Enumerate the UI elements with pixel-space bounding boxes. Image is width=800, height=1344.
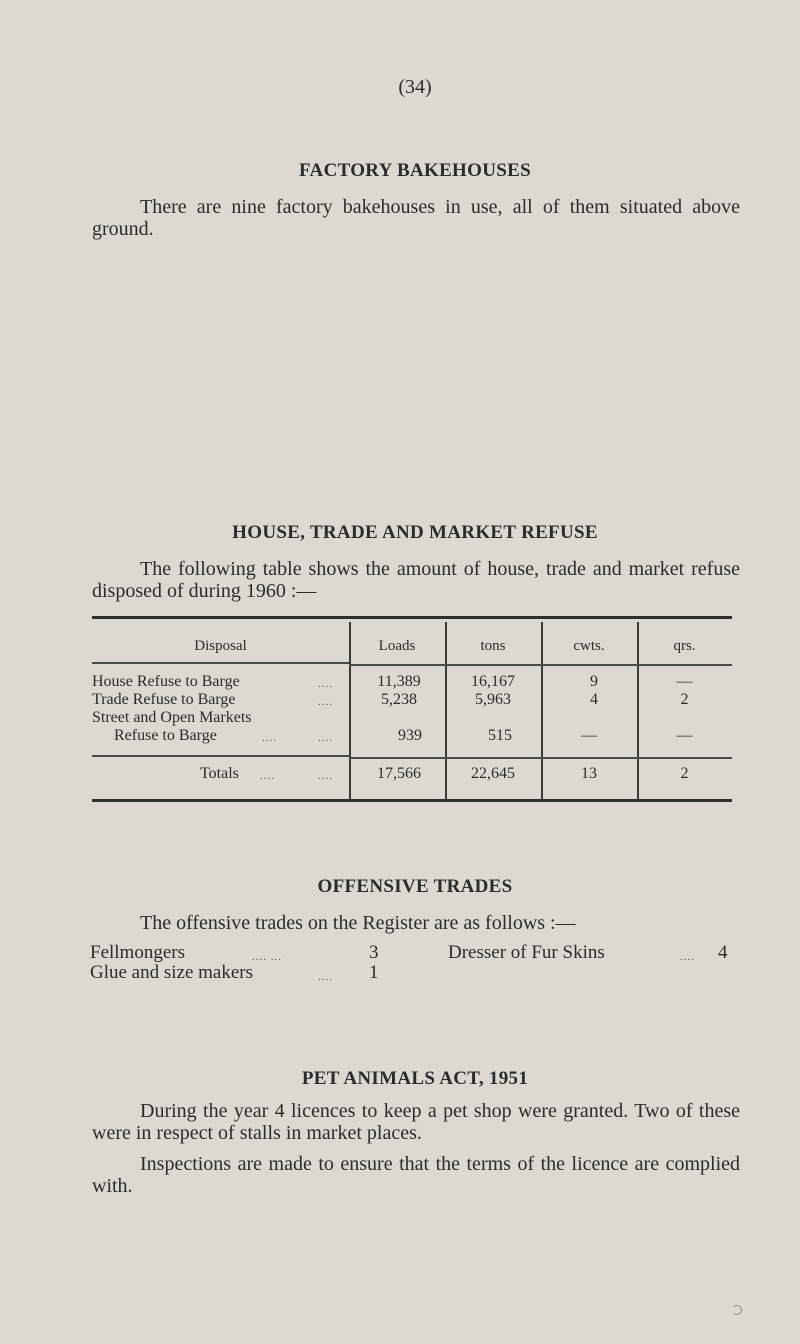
page-number: (34) [398,76,432,98]
trade-name: Glue and size makers [90,962,254,983]
leader-dots: .... [262,732,277,744]
leader-dots: .... [260,770,275,782]
totals-rule [92,755,349,757]
cell-loads: 11,389 [377,673,421,690]
cell-qrs: — [676,673,693,690]
refuse-heading: HOUSE, TRADE AND MARKET REFUSE [232,522,598,543]
cell-qrs: 2 [680,691,689,708]
cell-loads: 939 [398,727,422,744]
leader-dots: .... [318,971,333,983]
cell-cwts: 9 [590,673,598,690]
leader-dots: .... ... [252,951,282,963]
cell-cwts: 4 [590,691,598,708]
table-top-rule [92,616,732,619]
offensive-intro: The offensive trades on the Register are as follows :— [140,912,576,934]
cell-tons: 16,167 [471,673,515,690]
page-mark-icon [732,1305,742,1315]
refuse-intro: The following table shows the amount of house, trade and market refuse disposed of during 1960 :— [92,558,740,602]
row-label: Trade Refuse to Barge [92,691,236,708]
row-label: Street and Open Markets [92,709,252,726]
trade-name: Fellmongers [90,942,185,963]
col-header-cwts: cwts. [573,638,605,654]
header-rule [92,662,349,664]
trade-name: Dresser of Fur Skins [448,942,605,963]
leader-dots: .... [318,732,333,744]
row-label-continued: Refuse to Barge [114,727,217,744]
total-loads: 17,566 [377,765,421,782]
total-tons: 22,645 [471,765,515,782]
cell-tons: 5,963 [475,691,511,708]
cell-qrs: — [676,727,693,744]
trade-count: 1 [369,962,379,983]
col-header-tons: tons [480,638,506,654]
trade-count: 3 [369,942,379,963]
leader-dots: .... [680,951,695,963]
pet-para-2: Inspections are made to ensure that the terms of the licence are complied with. [92,1153,740,1197]
col-header-loads: Loads [378,638,416,654]
pet-para-1: During the year 4 licences to keep a pet shop were granted. Two of these were in respect of stalls in market places. [92,1100,740,1144]
factory-text: There are nine factory bakehouses in use, all of them situated above ground. [92,196,740,240]
offensive-heading: OFFENSIVE TRADES [317,876,513,897]
totals-label: Totals [200,765,239,782]
row-label: House Refuse to Barge [92,673,240,690]
leader-dots: .... [318,678,333,690]
leader-dots: .... [318,696,333,708]
header-rule [349,664,732,666]
trade-count: 4 [718,942,728,963]
col-header-qrs: qrs. [673,638,696,654]
factory-heading: FACTORY BAKEHOUSES [299,160,531,181]
table-bottom-rule [92,799,732,802]
leader-dots: .... [318,770,333,782]
pet-heading: PET ANIMALS ACT, 1951 [301,1068,529,1089]
col-header-disposal: Disposal [194,638,247,654]
totals-rule [349,757,732,759]
cell-loads: 5,238 [381,691,417,708]
total-cwts: 13 [581,765,597,782]
total-qrs: 2 [680,765,689,782]
cell-tons: 515 [488,727,512,744]
cell-cwts: — [581,727,597,744]
